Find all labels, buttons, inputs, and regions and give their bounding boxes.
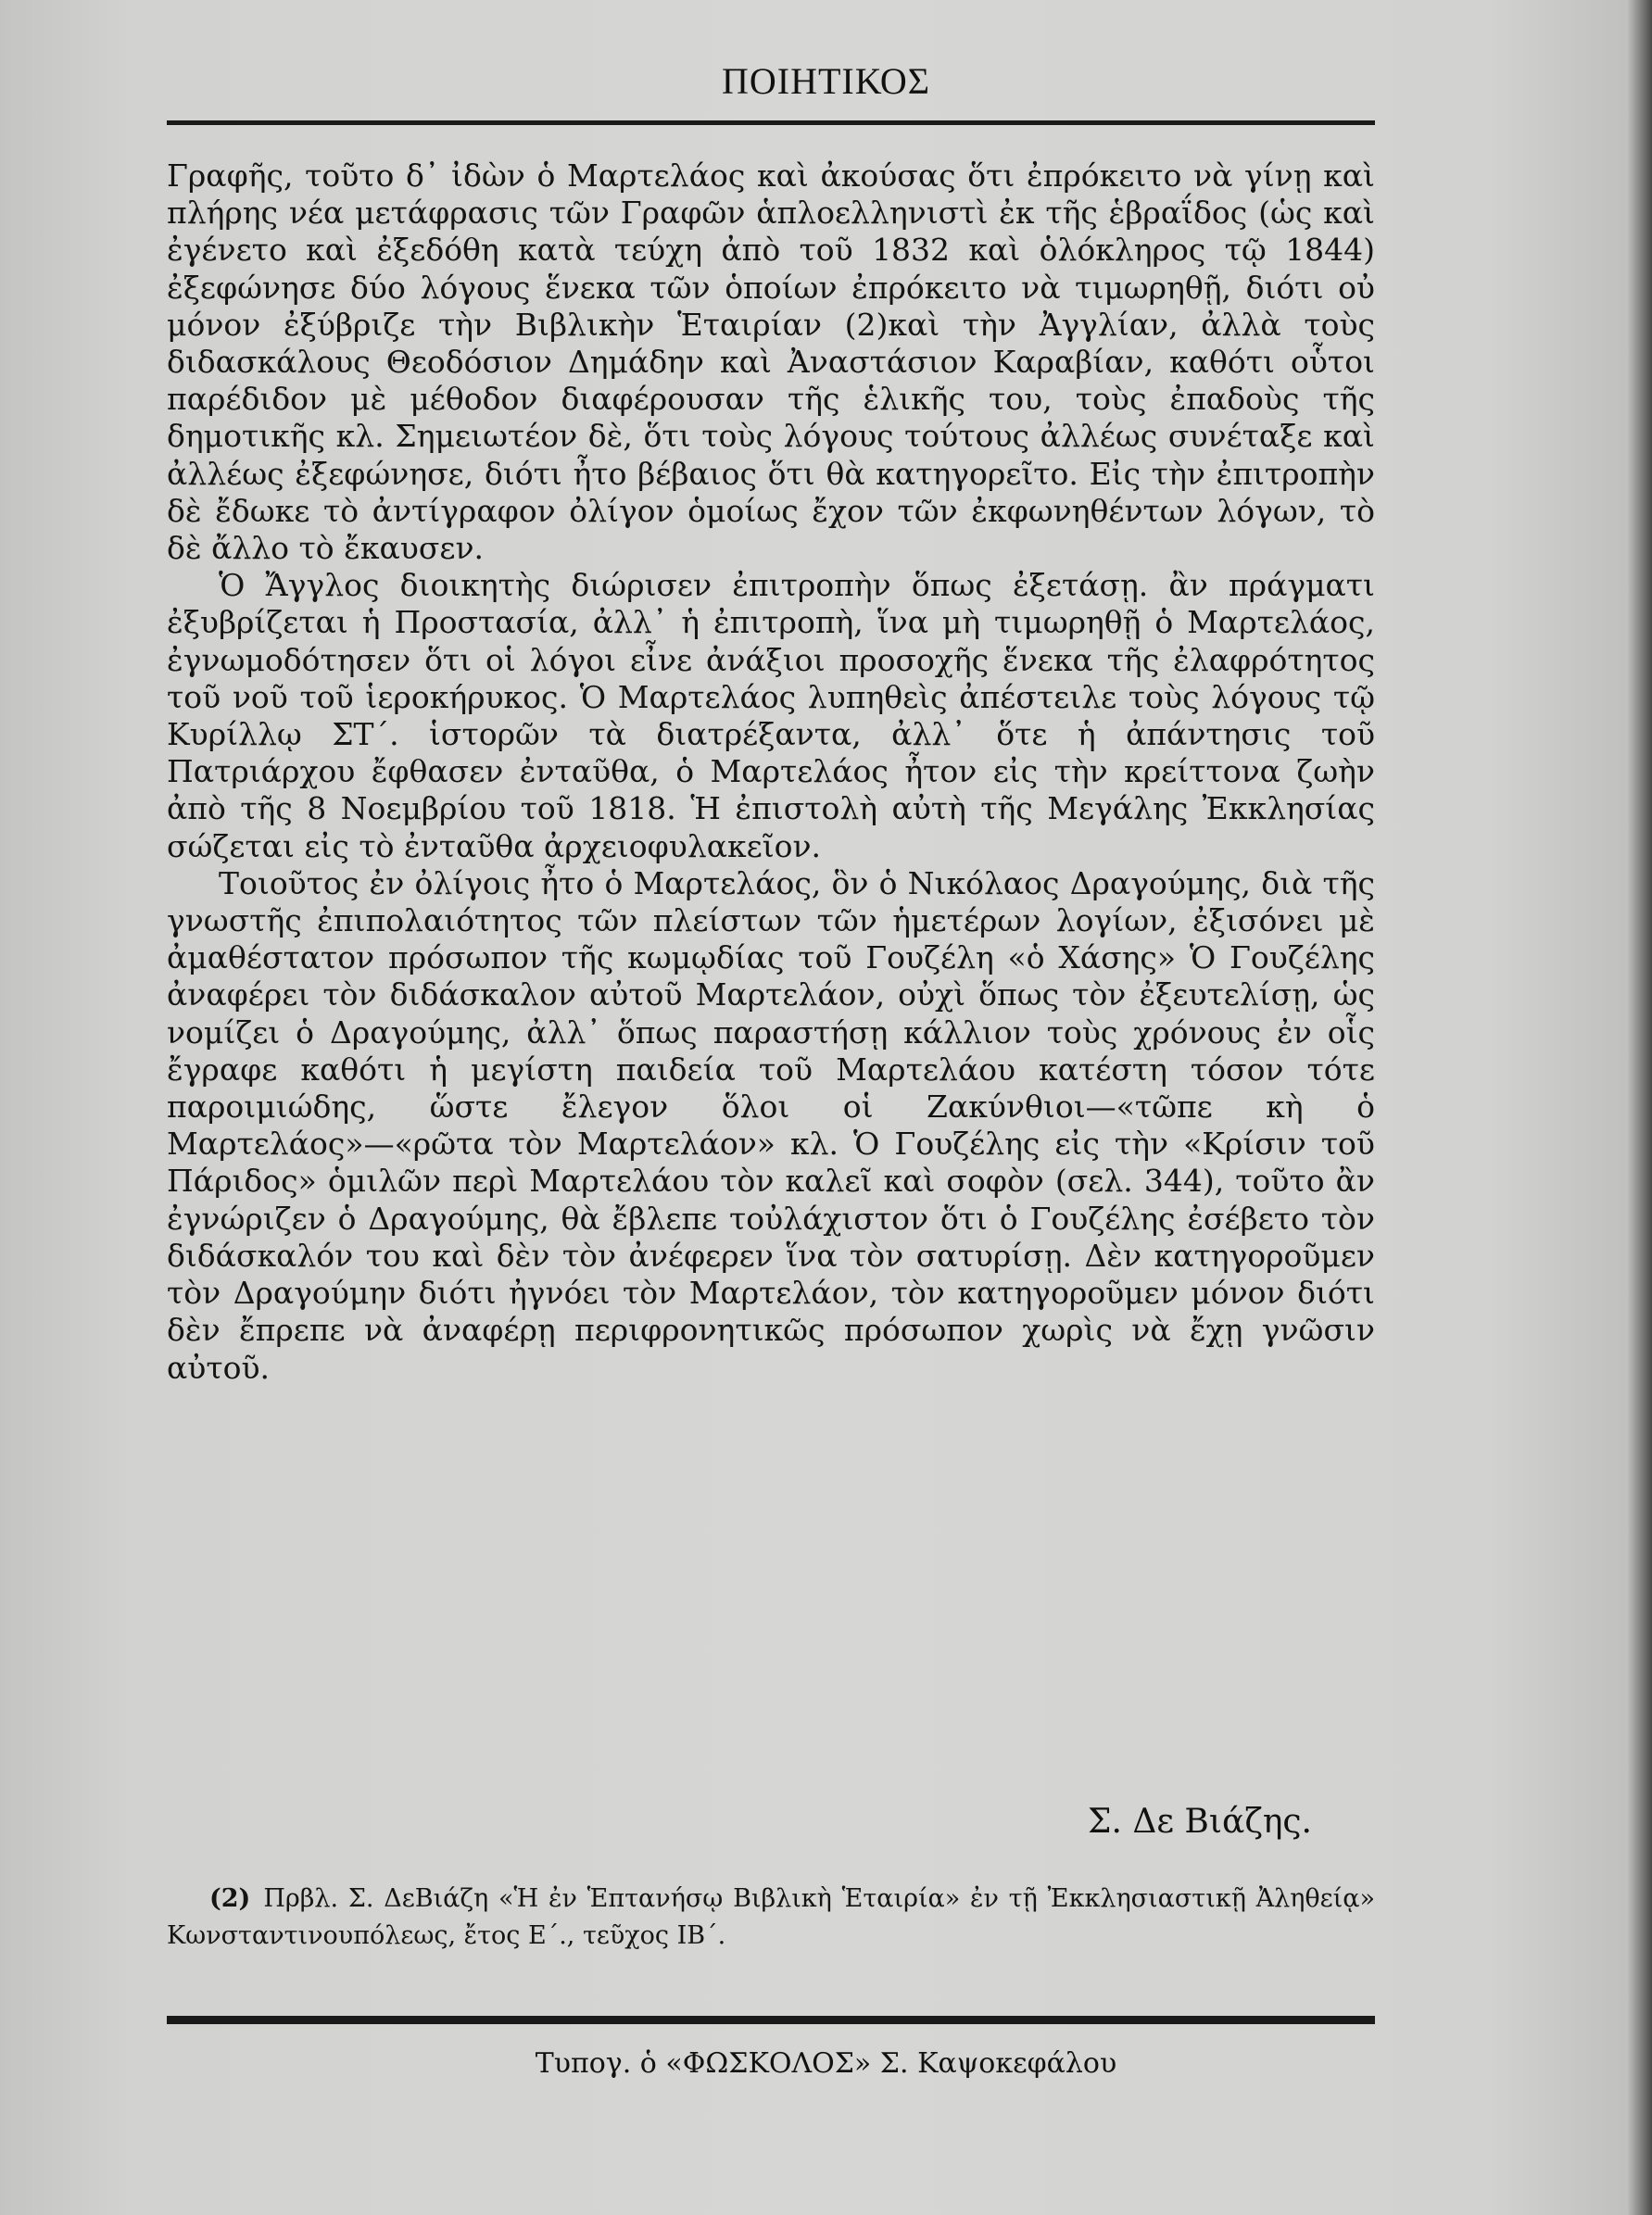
footnote-text: Πρβλ. Σ. ΔεΒιάζη «Ἡ ἐν Ἑπτανήσῳ Βιβλικὴ Ἑταιρία» ἐν τῇ Ἐκκλησιαστικῇ Ἀληθείᾳ» Κωνσταντινουπόλεως, ἔτος Ε΄., τεῦχος ΙΒ΄.	[167, 1884, 1375, 1950]
body-text	[167, 157, 1375, 1387]
bottom-rule	[167, 2016, 1375, 2024]
header-rule	[167, 120, 1375, 125]
author-signature: Σ. Δε Βιάζης.	[1088, 1803, 1312, 1841]
paragraph-2: Ὁ Ἄγγλος διοικητὴς διώρισεν ἐπιτροπὴν ὅπως ἐξετάσῃ. ἂν πράγματι ἐξυβρίζεται ἡ Προστασία, ἀλλ᾽ ἡ ἐπιτροπὴ, ἵνα μὴ τιμωρηθῇ ὁ Μαρτελάος, ἐγνωμοδότησεν ὅτι οἱ λόγοι εἶνε ἀνάξιοι προσοχῆς ἕνεκα τῆς ἐλαφρότητος τοῦ νοῦ τοῦ ἱεροκήρυκος. Ὁ Μαρτελάος λυπηθεὶς ἀπέστειλε τοὺς λόγους τῷ Κυρίλλῳ ΣΤ΄. ἱστορῶν τὰ διατρέξαντα, ἀλλ᾽ ὅτε ἡ ἀπάντησις τοῦ Πατριάρχου ἔφθασεν ἐνταῦθα, ὁ Μαρτελάος ἦτον εἰς τὴν κρείττονα ζωὴν ἀπὸ τῆς 8 Νοεμβρίου τοῦ 1818. Ἡ ἐπιστολὴ αὐτὴ τῆς Μεγάλης Ἐκκλησίας σώζεται εἰς τὸ ἐνταῦθα ἀρχειοφυλακεῖον.	[167, 567, 1375, 864]
paragraph-1: Γραφῆς, τοῦτο δ᾽ ἰδὼν ὁ Μαρτελάος καὶ ἀκούσας ὅτι ἐπρόκειτο νὰ γίνῃ καὶ πλήρης νέα μετάφρασις τῶν Γραφῶν ἁπλοελληνιστὶ ἐκ τῆς ἑβραΐδος (ὡς καὶ ἐγένετο καὶ ἐξεδόθη κατὰ τεύχη ἀπὸ τοῦ 1832 καὶ ὁλόκληρος τῷ 1844) ἐξεφώνησε δύο λόγους ἕνεκα τῶν ὁποίων ἐπρόκειτο νὰ τιμωρηθῇ, διότι οὐ μόνον ἐξύβριζε τὴν Βιβλικὴν Ἑταιρίαν (2)καὶ τὴν Ἀγγλίαν, ἀλλὰ τοὺς διδασκάλους Θεοδόσιον Δημάδην καὶ Ἀναστάσιον Καραβίαν, καθότι οὗτοι παρέδιδον μὲ μέθοδον διαφέρουσαν τῆς ἑλικῆς του, τοὺς ἐπαδοὺς τῆς δημοτικῆς κλ. Σημειωτέον δὲ, ὅτι τοὺς λόγους τούτους ἀλλέως συνέταξε καὶ ἀλλέως ἐξεφώνησε, διότι ἦτο βέβαιος ὅτι θὰ κατηγορεῖτο. Εἰς τὴν ἐπιτροπὴν δὲ ἔδωκε τὸ ἀντίγραφον ὀλίγον ὁμοίως ἔχον τῶν ἐκφωνηθέντων λόγων, τὸ δὲ ἄλλο τὸ ἔκαυσεν.	[167, 157, 1375, 567]
paragraph-3: Τοιοῦτος ἐν ὀλίγοις ἦτο ὁ Μαρτελάος, ὃν ὁ Νικόλαος Δραγούμης, διὰ τῆς γνωστῆς ἐπιπολαιότητος τῶν πλείστων τῶν ἡμετέρων λογίων, ἐξισόνει μὲ ἀμαθέστατον πρόσωπον τῆς κωμῳδίας τοῦ Γουζέλη «ὁ Χάσης» Ὁ Γουζέλης ἀναφέρει τὸν διδάσκαλον αὐτοῦ Μαρτελάον, οὐχὶ ὅπως τὸν ἐξευτελίσῃ, ὡς νομίζει ὁ Δραγούμης, ἀλλ᾽ ὅπως παραστήσῃ κάλλιον τοὺς χρόνους ἐν οἷς ἔγραφε καθότι ἡ μεγίστη παιδεία τοῦ Μαρτελάου κατέστη τόσον τότε παροιμιώδης, ὥστε ἔλεγον ὅλοι οἱ Ζακύνθιοι—«τῶπε κὴ ὁ Μαρτελάος»—«ρῶτα τὸν Μαρτελάον» κλ. Ὁ Γουζέλης εἰς τὴν «Κρίσιν τοῦ Πάριδος» ὁμιλῶν περὶ Μαρτελάου τὸν καλεῖ καὶ σοφὸν (σελ. 344), τοῦτο ἂν ἐγνώριζεν ὁ Δραγούμης, θὰ ἔβλεπε τοὐλάχιστον ὅτι ὁ Γουζέλης ἐσέβετο τὸν διδάσκαλόν του καὶ δὲν τὸν ἀνέφερεν ἵνα τὸν σατυρίσῃ. Δὲν κατηγοροῦμεν τὸν Δραγούμην διότι ἠγνόει τὸν Μαρτελάον, τὸν κατηγοροῦμεν μόνον διότι δὲν ἔπρεπε νὰ ἀναφέρῃ περιφρονητικῶς πρόσωπον χωρὶς νὰ ἔχῃ γνῶσιν αὐτοῦ.	[167, 864, 1375, 1386]
printer-imprint: Τυπογ. ὁ «ΦΩΣΚΟΛΟΣ» Σ. Καψοκεφάλου	[535, 2047, 1117, 2080]
book-spine-shadow	[1628, 0, 1652, 2215]
footnote-marker: (2)	[209, 1884, 251, 1913]
footnote	[167, 1881, 1375, 1955]
running-header: ΠΟΙΗΤΙΚΟΣ	[721, 60, 931, 102]
